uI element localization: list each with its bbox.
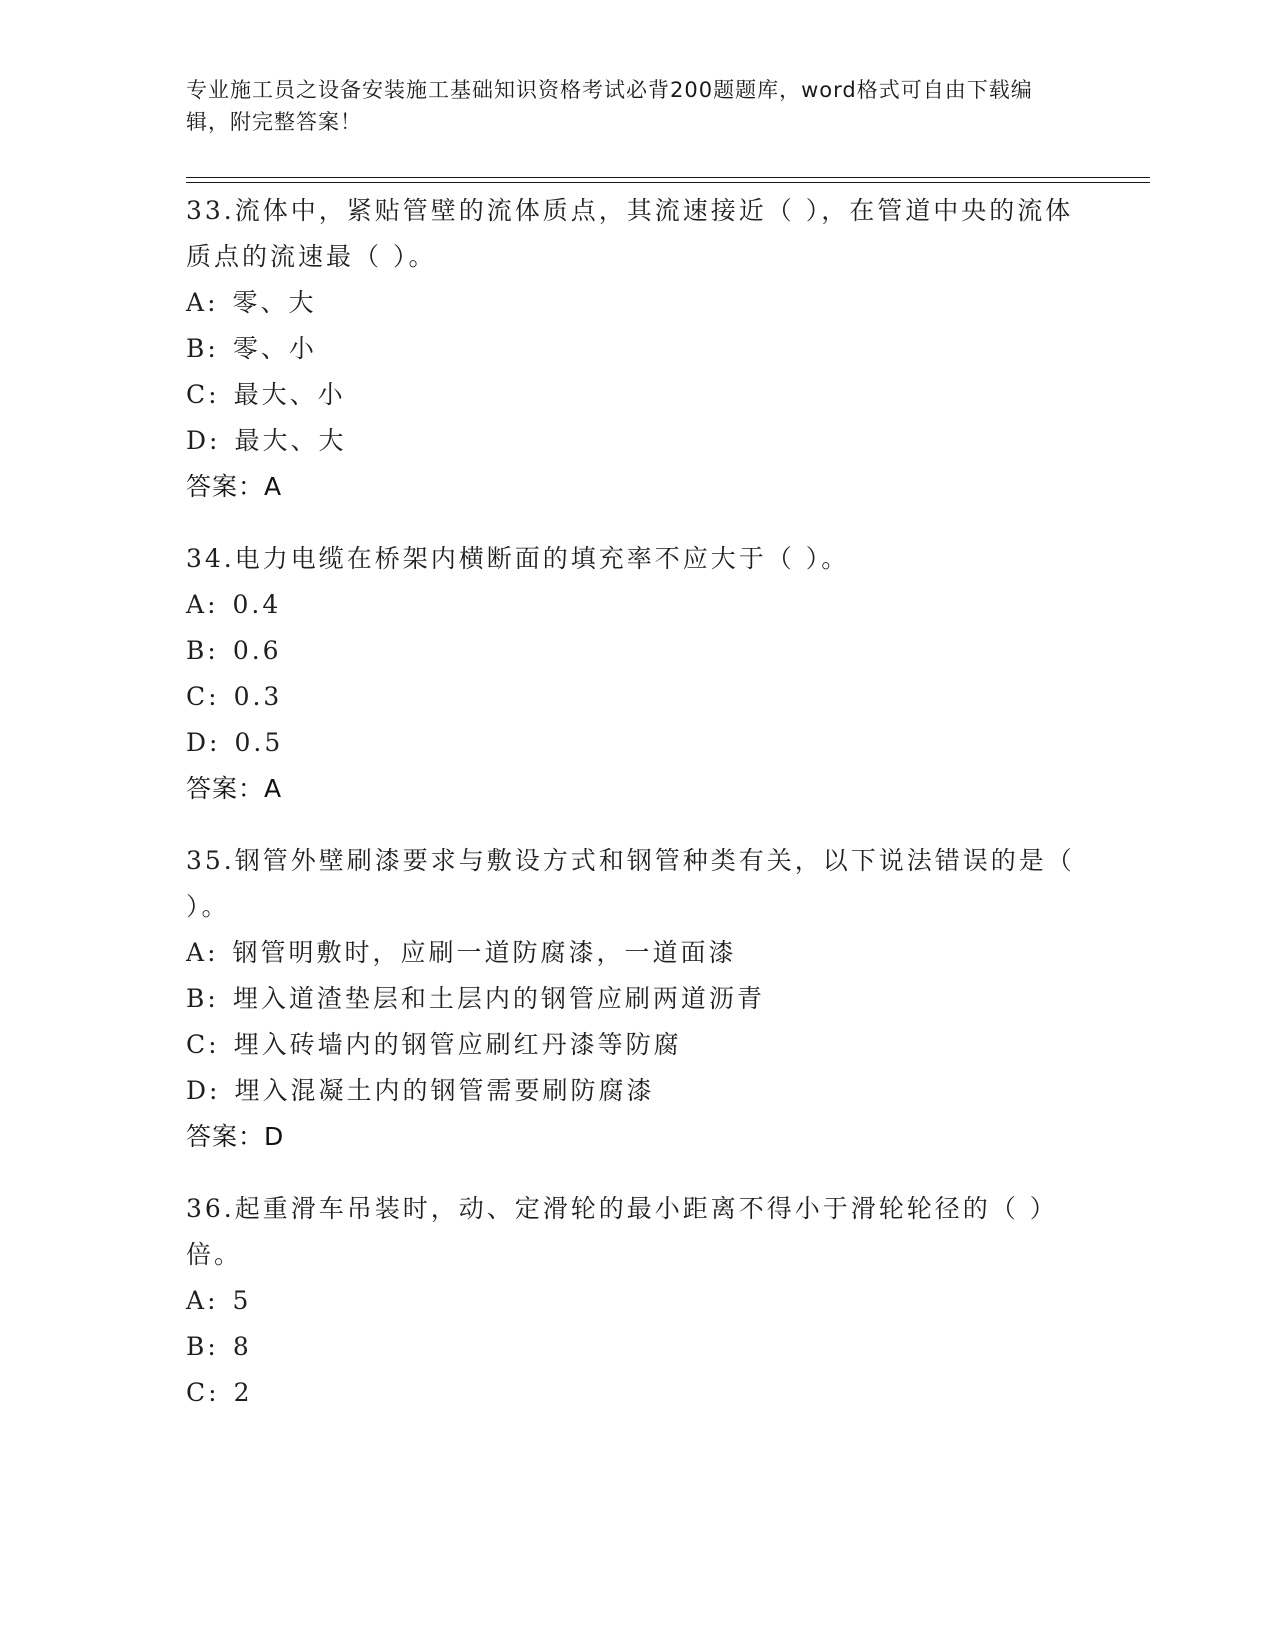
option-separator: : — [209, 728, 221, 757]
option-key: C — [186, 1378, 209, 1407]
option-b — [186, 326, 1086, 372]
question-34 — [186, 536, 1086, 811]
option-text: 最大、小 — [233, 380, 346, 409]
answer-label: 答案：A — [186, 472, 283, 501]
option-c — [186, 372, 1086, 418]
option-key: A — [186, 1286, 208, 1315]
option-separator: : — [207, 938, 219, 967]
option-text: 0.4 — [232, 590, 282, 619]
option-text: 0.6 — [232, 636, 282, 665]
option-text: 0.5 — [234, 728, 284, 757]
option-a — [186, 280, 1086, 326]
option-key: A — [186, 288, 208, 317]
option-key: B — [186, 636, 208, 665]
question-stem: 36.起重滑车吊装时，动、定滑轮的最小距离不得小于滑轮轮径的（ ）倍。 — [186, 1194, 1058, 1269]
option-separator: : — [207, 636, 219, 665]
option-text: 2 — [233, 1378, 253, 1407]
option-separator: : — [207, 590, 219, 619]
document-header: 专业施工员之设备安装施工基础知识资格考试必背200题题库，word格式可自由下载编辑，附完整答案！ — [186, 78, 1033, 134]
question-36 — [186, 1186, 1086, 1416]
option-key: C — [186, 380, 209, 409]
option-key: B — [186, 984, 208, 1013]
option-separator: : — [209, 1076, 221, 1105]
option-text: 8 — [232, 1332, 252, 1361]
option-a — [186, 582, 1086, 628]
option-c — [186, 1370, 1086, 1416]
option-separator: : — [207, 984, 219, 1013]
option-b — [186, 1324, 1086, 1370]
option-key: C — [186, 1030, 209, 1059]
option-key: B — [186, 1332, 208, 1361]
option-a — [186, 1278, 1086, 1324]
option-text: 0.3 — [233, 682, 283, 711]
option-separator: : — [208, 682, 220, 711]
option-d — [186, 720, 1086, 766]
option-key: A — [186, 590, 208, 619]
header-divider-bottom — [186, 182, 1150, 183]
option-b — [186, 976, 1086, 1022]
option-d — [186, 418, 1086, 464]
header-divider-top — [186, 177, 1150, 178]
option-separator: : — [208, 1378, 220, 1407]
answer-label: 答案：D — [186, 1122, 285, 1151]
option-separator: : — [208, 1030, 220, 1059]
option-key: D — [186, 1076, 210, 1105]
option-text: 最大、大 — [234, 426, 347, 455]
option-separator: : — [207, 1286, 219, 1315]
answer-label: 答案：A — [186, 774, 283, 803]
option-text: 钢管明敷时，应刷一道防腐漆，一道面漆 — [232, 938, 737, 967]
option-separator: : — [207, 288, 219, 317]
question-stem: 35.钢管外壁刷漆要求与敷设方式和钢管种类有关，以下说法错误的是（ ）。 — [186, 846, 1075, 921]
option-key: D — [186, 728, 210, 757]
question-stem: 34.电力电缆在桥架内横断面的填充率不应大于（ ）。 — [186, 544, 850, 573]
option-c — [186, 1022, 1086, 1068]
option-text: 埋入混凝土内的钢管需要刷防腐漆 — [234, 1076, 655, 1105]
question-35 — [186, 838, 1086, 1159]
option-text: 5 — [232, 1286, 252, 1315]
option-separator: : — [207, 334, 219, 363]
option-c — [186, 674, 1086, 720]
option-b — [186, 628, 1086, 674]
question-33 — [186, 188, 1086, 509]
option-a — [186, 930, 1086, 976]
option-separator: : — [207, 1332, 219, 1361]
option-text: 零、大 — [232, 288, 317, 317]
option-key: C — [186, 682, 209, 711]
option-text: 埋入砖墙内的钢管应刷红丹漆等防腐 — [233, 1030, 682, 1059]
option-text: 埋入道渣垫层和土层内的钢管应刷两道沥青 — [232, 984, 765, 1013]
option-key: A — [186, 938, 208, 967]
option-key: B — [186, 334, 208, 363]
option-d — [186, 1068, 1086, 1114]
option-separator: : — [209, 426, 221, 455]
question-list — [186, 188, 1086, 1443]
option-key: D — [186, 426, 210, 455]
option-separator: : — [208, 380, 220, 409]
option-text: 零、小 — [232, 334, 317, 363]
question-stem: 33.流体中，紧贴管壁的流体质点，其流速接近（ ），在管道中央的流体质点的流速最（ ）。 — [186, 196, 1074, 271]
